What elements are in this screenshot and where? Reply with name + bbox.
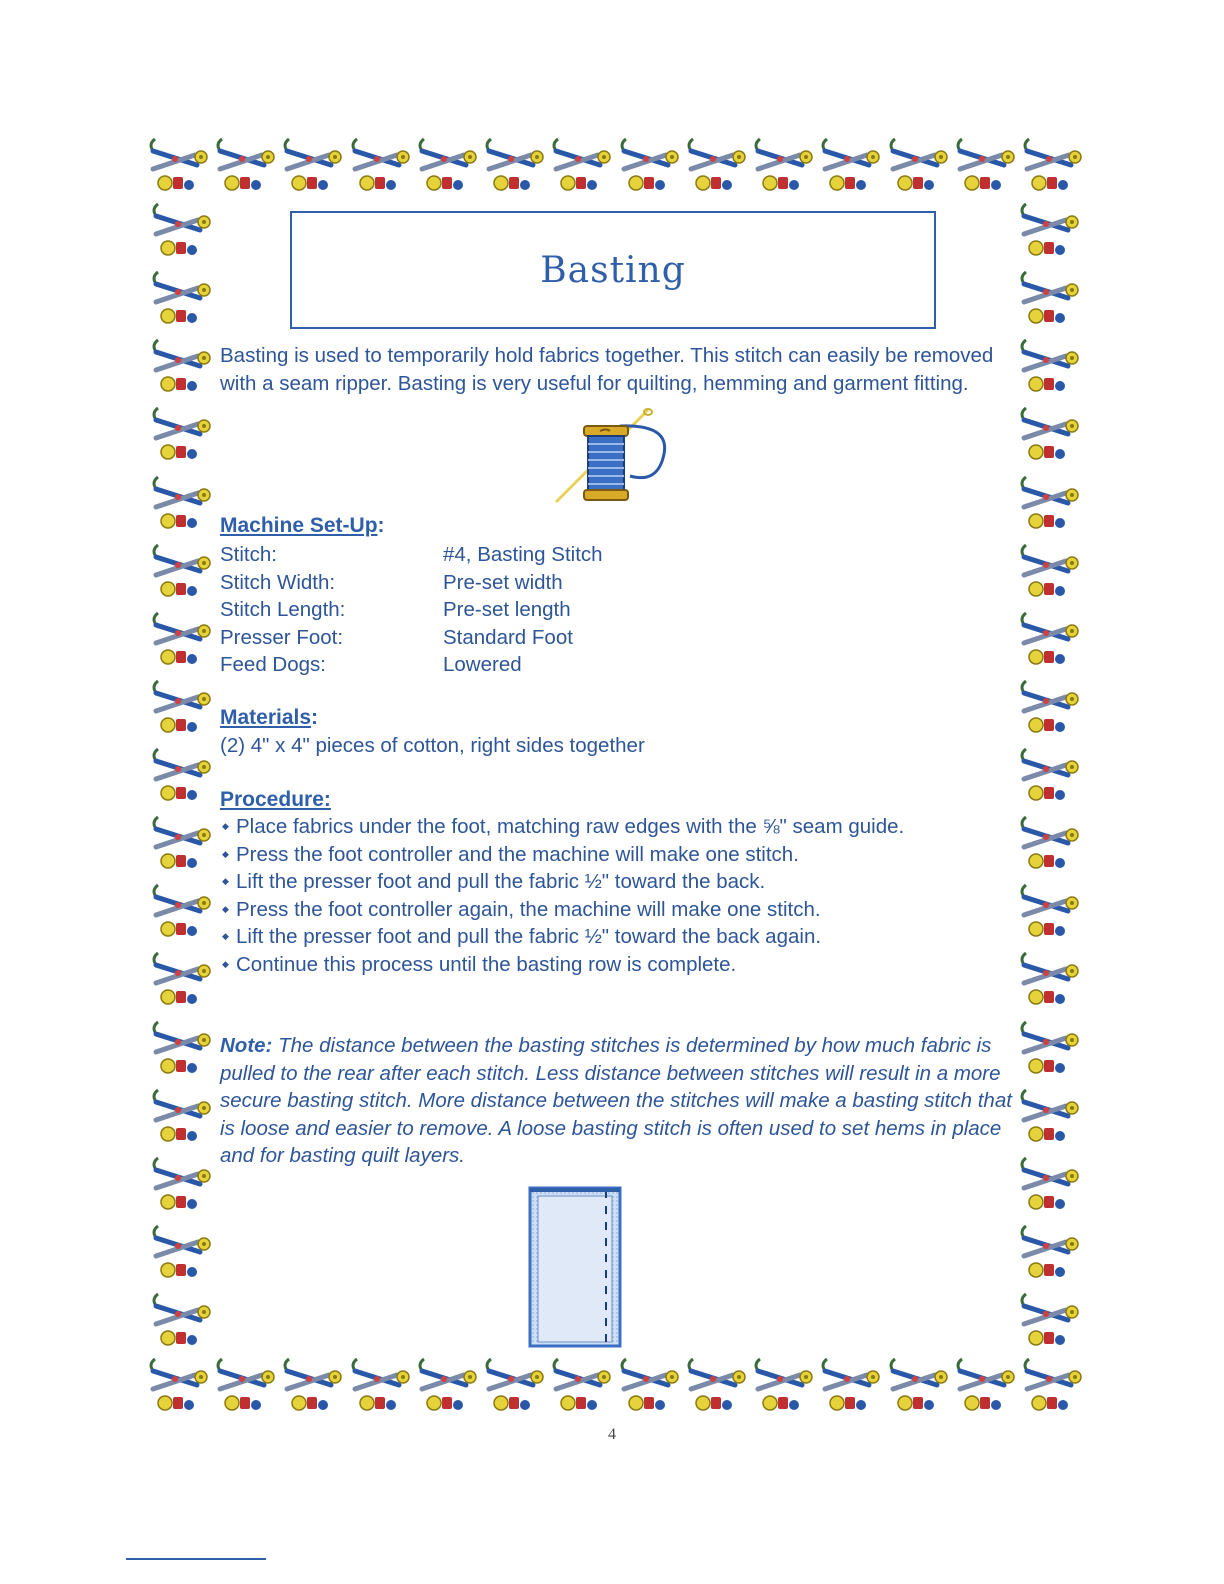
border-left	[142, 196, 220, 1352]
scissors-thread-icon	[1016, 332, 1082, 398]
scissors-thread-icon	[212, 131, 278, 197]
procedure-step: ◆ Place fabrics under the foot, matching raw edges with the ⅝" seam guide.	[222, 813, 982, 841]
scissors-thread-icon	[212, 1351, 278, 1417]
border-right	[1010, 196, 1088, 1352]
scissors-thread-icon	[148, 1286, 214, 1352]
setup-value: Standard Foot	[443, 625, 573, 649]
scissors-thread-icon	[1016, 809, 1082, 875]
materials-heading-text: Materials	[220, 706, 312, 729]
setup-value: Pre-set width	[443, 570, 563, 594]
scissors-thread-icon	[817, 131, 883, 197]
setup-row	[220, 651, 743, 679]
procedure-heading-text: Procedure:	[220, 788, 331, 811]
setup-label: Stitch Width:	[220, 570, 336, 594]
scissors-thread-icon	[548, 131, 614, 197]
scissors-thread-icon	[148, 196, 214, 262]
setup-row	[220, 624, 743, 652]
scissors-thread-icon	[148, 605, 214, 671]
scissors-thread-icon	[817, 1351, 883, 1417]
materials-heading	[220, 706, 318, 730]
scissors-thread-icon	[148, 1014, 214, 1080]
scissors-thread-icon	[148, 1150, 214, 1216]
scissors-thread-icon	[952, 1351, 1018, 1417]
scissors-thread-icon	[347, 131, 413, 197]
scissors-thread-icon	[1016, 741, 1082, 807]
scissors-thread-icon	[414, 131, 480, 197]
page-title: Basting	[540, 249, 686, 291]
materials-text: (2) 4" x 4" pieces of cotton, right sides together	[220, 734, 645, 757]
page-number: 4	[608, 1426, 616, 1443]
scissors-thread-icon	[1016, 1150, 1082, 1216]
scissors-thread-icon	[1016, 1014, 1082, 1080]
footer-rule	[126, 1558, 266, 1560]
heading-colon: :	[377, 514, 385, 537]
scissors-thread-icon	[616, 131, 682, 197]
scissors-thread-icon	[1016, 673, 1082, 739]
setup-value: Pre-set length	[443, 598, 571, 621]
scissors-thread-icon	[616, 1351, 682, 1417]
scissors-thread-icon	[279, 1351, 345, 1417]
scissors-thread-icon	[548, 1351, 614, 1417]
border-bottom	[145, 1348, 1085, 1420]
border-top	[145, 128, 1085, 200]
scissors-thread-icon	[145, 131, 211, 197]
scissors-thread-icon	[279, 131, 345, 197]
procedure-step: ◆ Press the foot controller again, the machine will make one stitch.	[222, 896, 982, 924]
scissors-thread-icon	[1019, 131, 1085, 197]
scissors-thread-icon	[148, 400, 214, 466]
procedure-heading	[220, 788, 331, 812]
machine-setup-heading	[220, 514, 385, 538]
scissors-thread-icon	[1016, 264, 1082, 330]
setup-label: Feed Dogs:	[220, 653, 326, 676]
intro-paragraph: Basting is used to temporarily hold fabrics together. This stitch can easily be removed with a seam ripper. Basting is very useful for quilting, hemming and garment fitting.	[220, 344, 994, 395]
setup-row	[220, 596, 743, 624]
scissors-thread-icon	[1016, 605, 1082, 671]
procedure-step: ◆ Press the foot controller and the machine will make one stitch.	[222, 841, 982, 869]
note-paragraph	[220, 1032, 1012, 1170]
setup-row	[220, 541, 743, 569]
scissors-thread-icon	[148, 945, 214, 1011]
note-text: The distance between the basting stitches is determined by how much fabric is pulled to the rear after each stitch. Less distance between stitches will result in a more secure basting stitch. More distance between the stitches will make a basting stitch that is loose and easier to remove. A loose basting stitch is often used to set hems in place and for basting quilt layers.	[220, 1034, 1012, 1167]
setup-label: Presser Foot:	[220, 625, 344, 649]
scissors-thread-icon	[148, 469, 214, 535]
scissors-thread-icon	[1016, 196, 1082, 262]
procedure-step: ◆ Continue this process until the basting row is complete.	[222, 951, 982, 979]
scissors-thread-icon	[1016, 469, 1082, 535]
scissors-thread-icon	[885, 1351, 951, 1417]
scissors-thread-icon	[145, 1351, 211, 1417]
setup-label: Stitch:	[220, 543, 277, 566]
scissors-thread-icon	[148, 741, 214, 807]
scissors-thread-icon	[1016, 877, 1082, 943]
scissors-thread-icon	[148, 1082, 214, 1148]
machine-setup-heading-text: Machine Set-Up	[220, 514, 378, 537]
procedure-list	[222, 813, 982, 978]
procedure-step: ◆ Lift the presser foot and pull the fabric ½" toward the back.	[222, 868, 982, 896]
scissors-thread-icon	[1016, 1082, 1082, 1148]
setup-value: Lowered	[443, 653, 522, 676]
scissors-thread-icon	[1016, 400, 1082, 466]
machine-setup-table	[220, 541, 743, 679]
scissors-thread-icon	[952, 131, 1018, 197]
heading-colon: :	[311, 706, 319, 729]
scissors-thread-icon	[683, 1351, 749, 1417]
basted-fabric-icon	[528, 1184, 624, 1350]
scissors-thread-icon	[683, 131, 749, 197]
scissors-thread-icon	[750, 131, 816, 197]
title-box	[290, 211, 936, 329]
note-label: Note:	[220, 1034, 273, 1057]
scissors-thread-icon	[347, 1351, 413, 1417]
scissors-thread-icon	[1016, 537, 1082, 603]
scissors-thread-icon	[1019, 1351, 1085, 1417]
scissors-thread-icon	[148, 537, 214, 603]
scissors-thread-icon	[148, 1218, 214, 1284]
scissors-thread-icon	[148, 673, 214, 739]
scissors-thread-icon	[1016, 1218, 1082, 1284]
setup-row	[220, 569, 743, 597]
scissors-thread-icon	[414, 1351, 480, 1417]
procedure-step: ◆ Lift the presser foot and pull the fabric ½" toward the back again.	[222, 923, 982, 951]
scissors-thread-icon	[1016, 945, 1082, 1011]
scissors-thread-icon	[481, 1351, 547, 1417]
scissors-thread-icon	[750, 1351, 816, 1417]
scissors-thread-icon	[885, 131, 951, 197]
setup-label: Stitch Length:	[220, 598, 346, 621]
thread-spool-icon	[550, 404, 680, 508]
scissors-thread-icon	[148, 877, 214, 943]
scissors-thread-icon	[1016, 1286, 1082, 1352]
scissors-thread-icon	[148, 332, 214, 398]
scissors-thread-icon	[481, 131, 547, 197]
scissors-thread-icon	[148, 264, 214, 330]
scissors-thread-icon	[148, 809, 214, 875]
setup-value: #4, Basting Stitch	[443, 543, 603, 566]
